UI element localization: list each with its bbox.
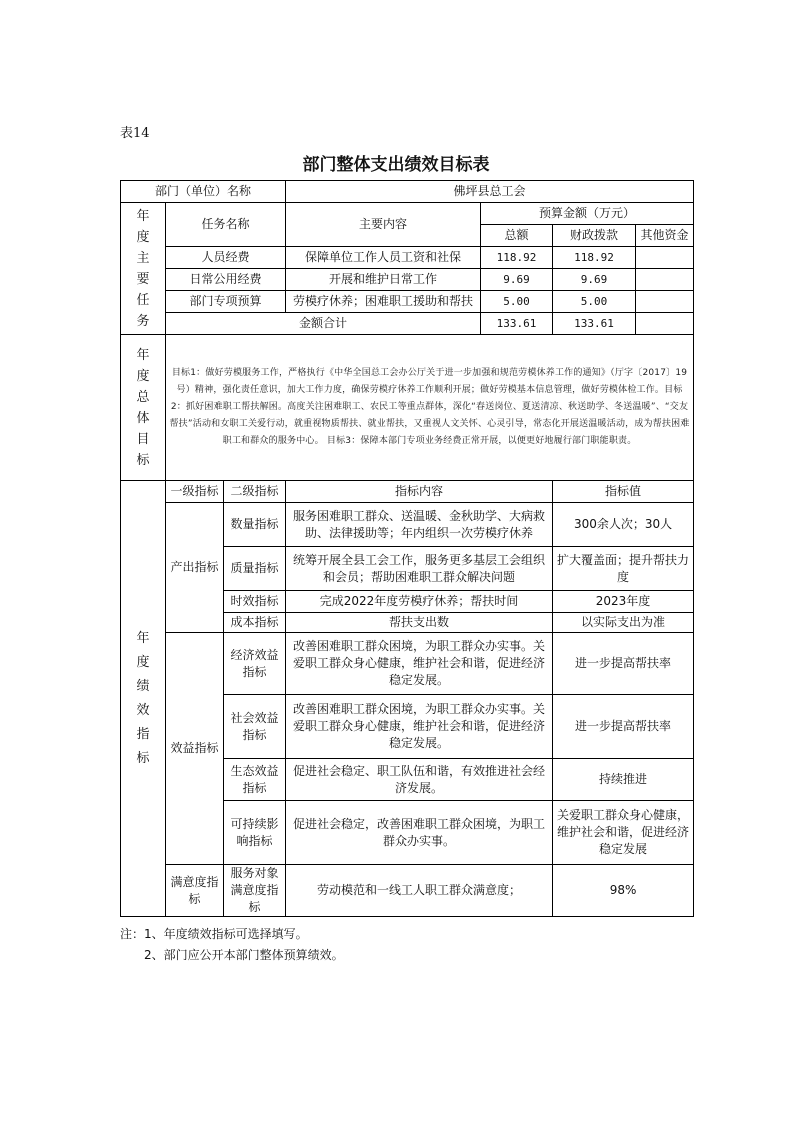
level2-label: 数量指标 bbox=[224, 503, 286, 547]
task-fiscal: 118.92 bbox=[553, 247, 636, 269]
task-fiscal: 9.69 bbox=[553, 269, 636, 291]
task-total: 9.69 bbox=[481, 269, 553, 291]
task-content: 劳模疗休养；困难职工援助和帮扶 bbox=[286, 291, 481, 313]
table-row bbox=[121, 503, 694, 547]
sum-fiscal: 133.61 bbox=[553, 313, 636, 335]
indicator-value-header: 指标值 bbox=[553, 481, 694, 503]
sum-other bbox=[636, 313, 694, 335]
other-header: 其他资金 bbox=[636, 225, 694, 247]
table-number-label: 表14 bbox=[120, 126, 150, 141]
indicator-content: 改善困难职工群众困境，为职工群众办实事。关爱职工群众身心健康，维护社会和谐，促进经济稳定发展。 bbox=[286, 695, 553, 759]
indicator-content: 帮扶支出数 bbox=[286, 613, 553, 633]
indicator-value: 2023年度 bbox=[553, 591, 694, 613]
level2-label: 时效指标 bbox=[224, 591, 286, 613]
indicator-value: 持续推进 bbox=[553, 759, 694, 801]
total-header: 总额 bbox=[481, 225, 553, 247]
indicators-section-label: 年度绩效指标 bbox=[121, 481, 166, 917]
task-name: 部门专项预算 bbox=[166, 291, 286, 313]
indicator-content: 劳动模范和一线工人职工群众满意度； bbox=[286, 865, 553, 917]
task-content: 开展和维护日常工作 bbox=[286, 269, 481, 291]
satisfaction-indicator-label: 满意度指标 bbox=[166, 865, 224, 917]
level2-label: 经济效益指标 bbox=[224, 633, 286, 695]
dept-value: 佛坪县总工会 bbox=[286, 181, 694, 203]
indicator-value: 以实际支出为准 bbox=[553, 613, 694, 633]
indicator-value: 扩大覆盖面；提升帮扶力度 bbox=[553, 547, 694, 591]
footnote-1: 注：1、年度绩效指标可选择填写。 bbox=[120, 927, 308, 941]
level2-header: 二级指标 bbox=[224, 481, 286, 503]
task-content-header: 主要内容 bbox=[286, 203, 481, 247]
indicator-content: 服务困难职工群众、送温暖、金秋助学、大病救助、法律援助等；年内组织一次劳模疗休养 bbox=[286, 503, 553, 547]
sum-label: 金额合计 bbox=[166, 313, 481, 335]
task-other bbox=[636, 269, 694, 291]
dept-row bbox=[121, 181, 694, 203]
performance-table bbox=[120, 180, 694, 917]
page-title: 部门整体支出绩效目标表 bbox=[302, 155, 490, 175]
indicator-content: 促进社会稳定、职工队伍和谐，有效推进社会经济发展。 bbox=[286, 759, 553, 801]
indicator-value: 进一步提高帮扶率 bbox=[553, 695, 694, 759]
indicator-content: 促进社会稳定，改善困难职工群众困境，为职工群众办实事。 bbox=[286, 801, 553, 865]
table-row bbox=[121, 633, 694, 695]
indicator-content-header: 指标内容 bbox=[286, 481, 553, 503]
indicator-content: 改善困难职工群众困境，为职工群众办实事。关爱职工群众身心健康，维护社会和谐，促进经济稳定发展。 bbox=[286, 633, 553, 695]
benefit-indicator-label: 效益指标 bbox=[166, 633, 224, 865]
budget-header: 预算金额（万元） bbox=[481, 203, 694, 225]
indicator-content: 统筹开展全县工会工作，服务更多基层工会组织和会员；帮助困难职工群众解决问题 bbox=[286, 547, 553, 591]
task-name-header: 任务名称 bbox=[166, 203, 286, 247]
indicator-header-row bbox=[121, 481, 694, 503]
level2-label: 成本指标 bbox=[224, 613, 286, 633]
dept-label: 部门（单位）名称 bbox=[121, 181, 286, 203]
sum-total: 133.61 bbox=[481, 313, 553, 335]
indicator-value: 进一步提高帮扶率 bbox=[553, 633, 694, 695]
task-total: 5.00 bbox=[481, 291, 553, 313]
task-name: 日常公用经费 bbox=[166, 269, 286, 291]
level2-label: 生态效益指标 bbox=[224, 759, 286, 801]
indicator-value: 300余人次；30人 bbox=[553, 503, 694, 547]
task-content: 保障单位工作人员工资和社保 bbox=[286, 247, 481, 269]
goals-text: 目标1：做好劳模服务工作，严格执行《中华全国总工会办公厅关于进一步加强和规范劳模休养工作的通知》（厅字〔2017〕19号）精神，强化责任意识，加大工作力度，确保劳模疗休养工作顺利开展；做好劳模基本信息管理，做好劳模体检工作。目标2：抓好困难职工帮扶解困。高度关注困难职工、农民工等重点群体，深化“春送岗位、夏送清凉、秋送助学、冬送温暖”、“交友帮扶”活动和女职工关爱行动，就重视物质帮扶、就业帮扶，又重视人文关怀、心灵引导，常态化开展送温暖活动，成为帮扶困难职工和群众的服务中心。 目标3：保障本部门专项业务经费正常开展，以便更好地履行部门职能职责。 bbox=[166, 335, 694, 481]
task-other bbox=[636, 247, 694, 269]
table-row bbox=[121, 247, 694, 269]
footnotes bbox=[120, 924, 344, 966]
indicator-content: 完成2022年度劳模疗休养；帮扶时间 bbox=[286, 591, 553, 613]
table-row bbox=[121, 865, 694, 917]
footnote-2: 2、部门应公开本部门整体预算绩效。 bbox=[144, 948, 344, 962]
fiscal-header: 财政拨款 bbox=[553, 225, 636, 247]
indicator-value: 98% bbox=[553, 865, 694, 917]
level2-label: 质量指标 bbox=[224, 547, 286, 591]
task-fiscal: 5.00 bbox=[553, 291, 636, 313]
sum-row bbox=[121, 313, 694, 335]
output-indicator-label: 产出指标 bbox=[166, 503, 224, 633]
task-header-row bbox=[121, 203, 694, 225]
tasks-section-label: 年度主要任务 bbox=[121, 203, 166, 335]
goals-section-label: 年度总体目标 bbox=[121, 335, 166, 481]
level2-label: 服务对象满意度指标 bbox=[224, 865, 286, 917]
level2-label: 可持续影响指标 bbox=[224, 801, 286, 865]
indicator-value: 关爱职工群众身心健康，维护社会和谐，促进经济稳定发展 bbox=[553, 801, 694, 865]
task-other bbox=[636, 291, 694, 313]
level1-header: 一级指标 bbox=[166, 481, 224, 503]
goals-row bbox=[121, 335, 694, 481]
table-row bbox=[121, 269, 694, 291]
task-name: 人员经费 bbox=[166, 247, 286, 269]
level2-label: 社会效益指标 bbox=[224, 695, 286, 759]
table-row bbox=[121, 291, 694, 313]
task-total: 118.92 bbox=[481, 247, 553, 269]
